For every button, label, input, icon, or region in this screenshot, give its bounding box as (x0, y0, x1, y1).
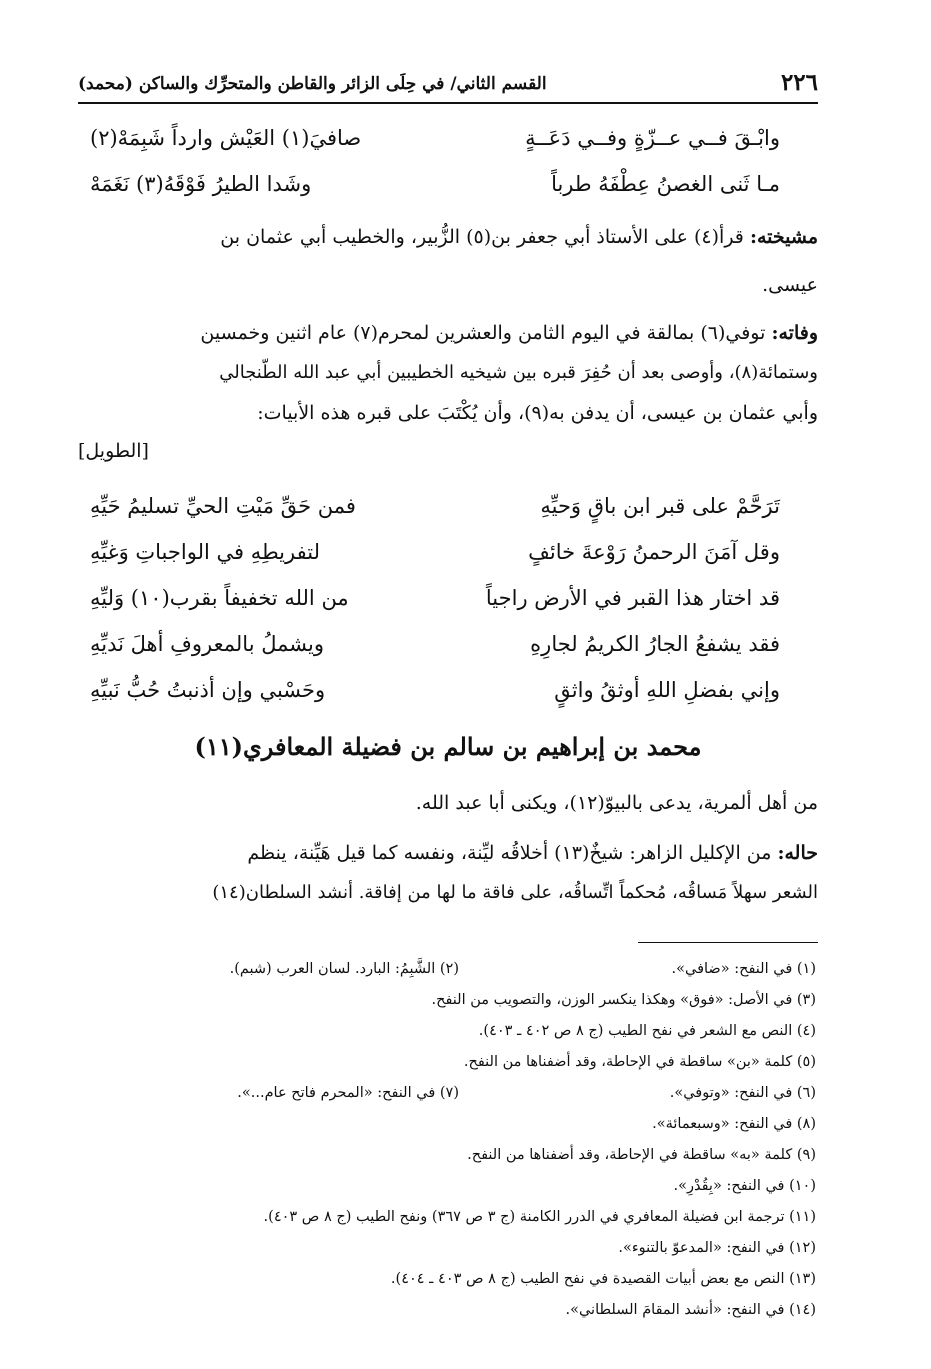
sheikhs-text-line: قرأ(٤) على الأستاذ أبي جعفر بن(٥) الزُّبير، والخطيب أبي عثمان بن (220, 226, 744, 248)
footnote: (١٤) في النفح: «أنشد المقامَ السلطاني». (565, 1302, 816, 1318)
footnote-separator (638, 942, 818, 943)
verse-first-hemistich: وإني بفضلِ اللهِ أوثقُ واثقٍ (554, 678, 780, 702)
verse-second-hemistich: من الله تخفيفاً بقرب(١٠) وَليِّهِ (90, 586, 349, 610)
state-paragraph (78, 842, 818, 865)
footnote: (١١) ترجمة ابن فضيلة المعافري في الدرر الكامنة (ج ٣ ص ٣٦٧) ونفح الطيب (ج ٨ ص ٤٠٣). (263, 1209, 816, 1225)
footnote: (١) في النفح: «ضافي». (671, 961, 816, 977)
verse-second-hemistich: ويشملُ بالمعروفِ أهلَ نَديِّهِ (90, 632, 324, 656)
epitaph-verse (90, 494, 780, 519)
verse-line (90, 172, 780, 197)
verse-second-hemistich: صافيَ(١) العَيْش وارداً شَبِمَهْ(٢) (90, 126, 362, 150)
footnote: (٥) كلمة «بن» ساقطة في الإحاطة، وقد أضفناها من النفح. (463, 1054, 816, 1070)
death-text-line-2: وستمائة(٨)، وأوصى بعد أن حُفِرَ قبره بين شيخيه الخطيبين أبي عبد الله الطّنجالي (219, 362, 818, 383)
sheikhs-paragraph (78, 226, 818, 249)
epitaph-verse (90, 540, 780, 565)
footnote: (٩) كلمة «به» ساقطة في الإحاطة، وقد أضفناها من النفح. (467, 1147, 816, 1163)
verse-first-hemistich: وابْـقَ فــي عــزّةٍ وفــي دَعَــةٍ (525, 126, 780, 150)
biography-title: محمد بن إبراهيم بن سالم بن فضيلة المعافري(١١) (194, 732, 702, 761)
footnote: (٨) في النفح: «وسبعمائة». (652, 1116, 816, 1132)
state-text-line-2: الشعر سهلاً مَساقُه، مُحكماً اتِّساقُه، على فاقة ما لها من إفاقة. أنشد السلطان(١٤) (212, 882, 818, 903)
death-label: وفاته: (771, 322, 818, 344)
sheikhs-label: مشيخته: (749, 226, 818, 248)
verse-line (90, 126, 780, 151)
sheikhs-text-line: عيسى. (762, 274, 818, 296)
verse-first-hemistich: تَرَحَّمْ على قبر ابن باقٍ وَحيِّهِ (540, 494, 780, 518)
verse-first-hemistich: قد اختار هذا القبر في الأرض راجياً (485, 586, 780, 610)
page-header (78, 62, 818, 104)
page-number: ٢٢٦ (780, 69, 818, 96)
footnote: (٤) النص مع الشعر في نفح الطيب (ج ٨ ص ٤٠٢ ـ ٤٠٣). (478, 1023, 816, 1039)
running-title: القسم الثاني/ في حِلَى الزائر والقاطن والمتحرِّك والساكن (محمد) (78, 74, 547, 94)
footnote: (١٠) في النفح: «بِقُدْرِ». (673, 1178, 816, 1194)
death-paragraph (78, 322, 818, 345)
footnote: (٧) في النفح: «المحرم فاتح عام...». (237, 1085, 459, 1101)
biography-intro: من أهل ألمرية، يدعى بالبيوّ(١٢)، ويكنى أبا عبد الله. (415, 792, 818, 814)
sheikhs-paragraph-end (78, 274, 818, 297)
footnote: (١٢) في النفح: «المدعوّ بالتنوء». (618, 1240, 816, 1256)
death-text-line-3: وأبي عثمان بن عيسى، أن يدفن به(٩)، وأن يُكْتَبَ على قبره هذه الأبيات: (257, 402, 818, 424)
footnote: (٣) في الأصل: «فوق» وهكذا ينكسر الوزن، والتصويب من النفح. (431, 992, 816, 1008)
verse-first-hemistich: وقل آمَنَ الرحمنُ رَوْعةَ خائفٍ (528, 540, 780, 564)
poem-meter: [الطويل] (78, 440, 149, 462)
verse-second-hemistich: لتفريطِهِ في الواجباتِ وَغيِّهِ (90, 540, 320, 564)
footnote: (١٣) النص مع بعض أبيات القصيدة في نفح الطيب (ج ٨ ص ٤٠٣ ـ ٤٠٤). (390, 1271, 816, 1287)
footnote: (٦) في النفح: «وتوفي». (669, 1085, 816, 1101)
verse-first-hemistich: فقد يشفعُ الجارُ الكريمُ لجارِهِ (530, 632, 780, 656)
death-text-line: توفي(٦) بمالقة في اليوم الثامن والعشرين لمحرم(٧) عام اثنين وخمسين (200, 322, 766, 344)
state-label: حاله: (777, 842, 818, 864)
epitaph-verse (90, 586, 780, 611)
verse-second-hemistich: وحَسْبي وإن أذنبتُ حُبُّ نَبيِّهِ (90, 678, 326, 702)
epitaph-verse (90, 678, 780, 703)
state-text-line: من الإكليل الزاهر: شيخٌ(١٣) أخلاقُه ليِّنة، ونفسه كما قيل هَيِّنة، ينظم (247, 842, 772, 864)
verse-second-hemistich: وشَدا الطيرُ فَوْقَهُ(٣) نَغَمَهْ (90, 172, 312, 196)
verse-first-hemistich: مـا ثَنى الغصنُ عِطْفَهُ طرباً (551, 172, 780, 196)
verse-second-hemistich: فمن حَقِّ مَيْتِ الحيِّ تسليمُ حَيِّهِ (90, 494, 356, 518)
footnote: (٢) الشَّبِمُ: البارد. لسان العرب (شبم). (229, 961, 459, 977)
epitaph-verse (90, 632, 780, 657)
